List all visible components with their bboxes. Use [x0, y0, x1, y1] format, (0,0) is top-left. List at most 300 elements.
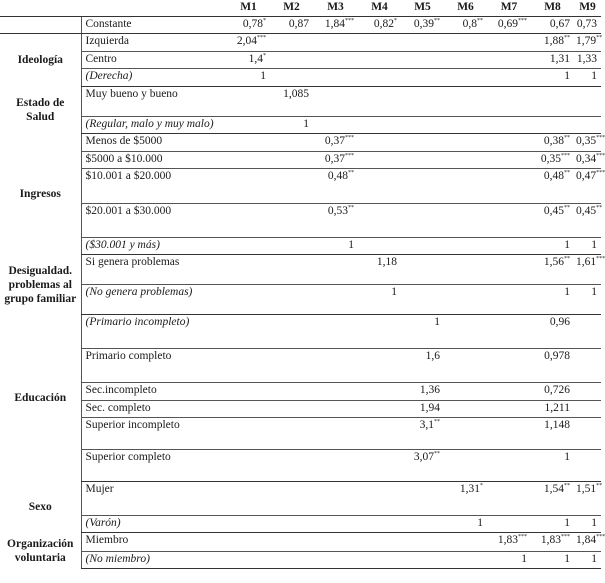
- coefficient-cell: [358, 52, 401, 69]
- coefficient-cell: 0,48**: [313, 169, 358, 204]
- coefficient-cell: 1: [574, 552, 601, 569]
- category-label: Desigualdad. problemas al grupo familiar: [4, 264, 77, 305]
- table-row: [0, 17, 601, 34]
- coefficient-cell: [487, 418, 531, 450]
- coefficient-cell: [444, 134, 487, 152]
- coefficient-cell: 1,54**: [531, 482, 574, 516]
- row-label: Muy bueno y bueno: [81, 87, 227, 117]
- column-header: M3: [313, 0, 358, 17]
- coefficient-cell: 1: [574, 69, 601, 87]
- coefficient-cell: [313, 52, 358, 69]
- row-label: $20.001 a $30.000: [81, 204, 227, 238]
- coefficient-cell: 1: [313, 238, 358, 255]
- coefficient-cell: [358, 34, 401, 52]
- significance-stars: **: [564, 256, 570, 262]
- row-label: $10.001 a $20.000: [81, 169, 227, 204]
- coefficient-cell: [313, 482, 358, 516]
- coefficient-cell: [270, 204, 313, 238]
- coefficient-cell: [487, 117, 531, 134]
- coefficient-cell: 0,45**: [574, 204, 601, 238]
- coefficient-cell: [313, 383, 358, 401]
- table-row: [0, 255, 601, 285]
- table-row: [0, 285, 601, 315]
- row-label: Izquierda: [81, 34, 227, 52]
- table-row: [0, 117, 601, 134]
- significance-stars: ***: [596, 534, 605, 540]
- coefficient-cell: [358, 450, 401, 482]
- coefficient-cell: 0,45**: [531, 204, 574, 238]
- coefficient-cell: [401, 533, 444, 552]
- coefficient-cell: 0,8**: [444, 17, 487, 34]
- table-row: [0, 482, 601, 516]
- coefficient-cell: [313, 552, 358, 569]
- coefficient-cell: 1,83***: [487, 533, 531, 552]
- coefficient-cell: 0,726: [531, 383, 574, 401]
- coefficient-cell: 1: [531, 238, 574, 255]
- row-label: ($30.001 y más): [81, 238, 227, 255]
- coefficient-cell: [270, 533, 313, 552]
- coefficient-cell: 1,51**: [574, 482, 601, 516]
- coefficient-cell: [444, 87, 487, 117]
- coefficient-cell: [444, 383, 487, 401]
- table-row: [0, 69, 601, 87]
- coefficient-cell: 1: [531, 450, 574, 482]
- coefficient-cell: [444, 238, 487, 255]
- coefficient-cell: 1: [574, 238, 601, 255]
- coefficient-cell: [444, 315, 487, 349]
- coefficient-cell: [487, 383, 531, 401]
- coefficient-cell: [358, 134, 401, 152]
- significance-stars: **: [348, 170, 354, 176]
- coefficient-cell: [227, 533, 270, 552]
- coefficient-cell: [487, 516, 531, 533]
- row-label: Si genera problemas: [81, 255, 227, 285]
- table-row: [0, 169, 601, 204]
- coefficient-cell: [401, 34, 444, 52]
- significance-stars: **: [434, 419, 440, 425]
- coefficient-cell: 1: [531, 69, 574, 87]
- coefficient-cell: [358, 552, 401, 569]
- significance-stars: *: [263, 53, 266, 59]
- significance-stars: *: [480, 483, 483, 489]
- coefficient-cell: [270, 552, 313, 569]
- coefficient-cell: [531, 117, 574, 134]
- coefficient-cell: [487, 255, 531, 285]
- significance-stars: ***: [596, 256, 605, 262]
- coefficient-cell: 1,36: [401, 383, 444, 401]
- table-row: [0, 34, 601, 52]
- coefficient-cell: [444, 450, 487, 482]
- coefficient-cell: 1: [401, 315, 444, 349]
- coefficient-cell: [358, 418, 401, 450]
- coefficient-cell: 0,96: [531, 315, 574, 349]
- coefficient-cell: 0,38**: [531, 134, 574, 152]
- coefficient-cell: [401, 117, 444, 134]
- coefficient-cell: [227, 255, 270, 285]
- coefficient-cell: 1: [358, 285, 401, 315]
- coefficient-cell: [358, 169, 401, 204]
- column-header: M5: [401, 0, 444, 17]
- coefficient-cell: 1,31*: [444, 482, 487, 516]
- coefficient-cell: [401, 52, 444, 69]
- coefficient-cell: [401, 152, 444, 169]
- table-row: [0, 87, 601, 117]
- significance-stars: ***: [561, 534, 570, 540]
- row-label: (Regular, malo y muy malo): [81, 117, 227, 134]
- significance-stars: **: [434, 451, 440, 457]
- significance-stars: *: [394, 18, 397, 24]
- coefficient-cell: [270, 238, 313, 255]
- coefficient-cell: 0,39**: [401, 17, 444, 34]
- significance-stars: ***: [596, 135, 605, 141]
- significance-stars: **: [596, 205, 603, 211]
- coefficient-cell: [313, 315, 358, 349]
- column-header: M2: [270, 0, 313, 17]
- row-label: (Derecha): [81, 69, 227, 87]
- coefficient-cell: [444, 552, 487, 569]
- coefficient-cell: 1,79**: [574, 34, 601, 52]
- column-header: M4: [358, 0, 401, 17]
- row-label: Primario completo: [81, 349, 227, 383]
- coefficient-cell: [358, 152, 401, 169]
- coefficient-cell: 1,4*: [227, 52, 270, 69]
- coefficient-cell: [270, 450, 313, 482]
- column-header: M6: [444, 0, 487, 17]
- coefficient-cell: [270, 315, 313, 349]
- coefficient-cell: [313, 401, 358, 418]
- significance-stars: ***: [345, 153, 354, 159]
- coefficient-cell: [487, 285, 531, 315]
- coefficient-cell: [487, 450, 531, 482]
- coefficient-cell: [227, 204, 270, 238]
- coefficient-cell: 1,18: [358, 255, 401, 285]
- coefficient-cell: [444, 533, 487, 552]
- category-label: Ingresos: [19, 188, 61, 200]
- coefficient-cell: [313, 285, 358, 315]
- coefficient-cell: [401, 482, 444, 516]
- coefficient-cell: [358, 69, 401, 87]
- coefficient-cell: 1,84***: [574, 533, 601, 552]
- coefficient-cell: [444, 401, 487, 418]
- table-row: [0, 450, 601, 482]
- significance-stars: **: [596, 483, 603, 489]
- coefficient-cell: [444, 52, 487, 69]
- coefficient-cell: [487, 52, 531, 69]
- significance-stars: **: [564, 483, 570, 489]
- coefficient-cell: 1,94: [401, 401, 444, 418]
- column-header: M8: [531, 0, 574, 17]
- coefficient-cell: [487, 34, 531, 52]
- coefficient-cell: [313, 349, 358, 383]
- coefficient-cell: [227, 516, 270, 533]
- coefficient-cell: 1: [227, 69, 270, 87]
- coefficient-cell: [313, 117, 358, 134]
- significance-stars: **: [477, 18, 483, 24]
- coefficient-cell: [227, 482, 270, 516]
- coefficient-cell: [227, 401, 270, 418]
- table-row: [0, 52, 601, 69]
- coefficient-cell: [270, 401, 313, 418]
- coefficient-cell: [227, 152, 270, 169]
- significance-stars: **: [596, 35, 603, 41]
- coefficient-cell: [401, 552, 444, 569]
- row-label: Menos de $5000: [81, 134, 227, 152]
- coefficient-cell: [487, 204, 531, 238]
- coefficient-cell: 1,61***: [574, 255, 601, 285]
- coefficient-cell: [401, 69, 444, 87]
- coefficient-cell: [227, 450, 270, 482]
- coefficient-cell: [313, 516, 358, 533]
- coefficient-cell: 1: [487, 552, 531, 569]
- significance-stars: ***: [257, 35, 266, 41]
- coefficient-cell: [444, 117, 487, 134]
- coefficient-cell: [574, 315, 601, 349]
- coefficient-cell: [487, 134, 531, 152]
- coefficient-cell: [270, 134, 313, 152]
- coefficient-cell: [313, 418, 358, 450]
- coefficient-cell: [313, 255, 358, 285]
- coefficient-cell: 1: [444, 516, 487, 533]
- coefficient-cell: [358, 482, 401, 516]
- coefficient-cell: [444, 204, 487, 238]
- coefficient-cell: [574, 349, 601, 383]
- coefficient-cell: 0,47***: [574, 169, 601, 204]
- coefficient-cell: 0,69***: [487, 17, 531, 34]
- significance-stars: ***: [345, 18, 354, 24]
- row-label: (No miembro): [81, 552, 227, 569]
- coefficient-cell: [358, 87, 401, 117]
- header-blank: [81, 0, 227, 17]
- coefficient-cell: 1,31: [531, 52, 574, 69]
- coefficient-cell: 0,82*: [358, 17, 401, 34]
- coefficient-cell: [444, 69, 487, 87]
- coefficient-cell: [574, 383, 601, 401]
- coefficient-cell: 1,085: [270, 87, 313, 117]
- coefficient-cell: [227, 552, 270, 569]
- coefficient-cell: [487, 349, 531, 383]
- row-label: Centro: [81, 52, 227, 69]
- coefficient-cell: [444, 418, 487, 450]
- coefficient-cell: [487, 315, 531, 349]
- coefficient-cell: 1,211: [531, 401, 574, 418]
- coefficient-cell: 1,148: [531, 418, 574, 450]
- column-header: M9: [574, 0, 601, 17]
- coefficient-cell: [401, 169, 444, 204]
- coefficient-cell: [313, 450, 358, 482]
- coefficient-cell: [574, 117, 601, 134]
- row-label: $5000 a $10.000: [81, 152, 227, 169]
- row-label: (Varón): [81, 516, 227, 533]
- coefficient-cell: [227, 134, 270, 152]
- coefficient-cell: [401, 255, 444, 285]
- column-header: M7: [487, 0, 531, 17]
- coefficient-cell: 1: [270, 117, 313, 134]
- table-row: [0, 383, 601, 401]
- coefficient-cell: [270, 52, 313, 69]
- row-label: Sec. completo: [81, 401, 227, 418]
- coefficient-cell: [444, 285, 487, 315]
- coefficient-cell: 1: [531, 285, 574, 315]
- category-label: Educación: [14, 392, 67, 404]
- significance-stars: ***: [596, 153, 605, 159]
- coefficient-cell: [358, 117, 401, 134]
- coefficient-cell: [270, 169, 313, 204]
- coefficient-cell: [401, 238, 444, 255]
- coefficient-cell: 0,87: [270, 17, 313, 34]
- coefficient-cell: [574, 418, 601, 450]
- row-label: Superior completo: [81, 450, 227, 482]
- coefficient-cell: [487, 401, 531, 418]
- table-row: [0, 552, 601, 569]
- coefficient-cell: [270, 34, 313, 52]
- table-row: [0, 516, 601, 533]
- significance-stars: ***: [561, 153, 570, 159]
- coefficient-cell: 0,978: [531, 349, 574, 383]
- coefficient-cell: [401, 285, 444, 315]
- table-row: [0, 401, 601, 418]
- table-row: [0, 204, 601, 238]
- header-blank: [0, 0, 81, 17]
- coefficient-cell: 0,37***: [313, 152, 358, 169]
- row-label: Superior incompleto: [81, 418, 227, 450]
- coefficient-cell: 1,84***: [313, 17, 358, 34]
- coefficient-cell: [227, 117, 270, 134]
- coefficient-cell: 0,53**: [313, 204, 358, 238]
- category-label: Organización voluntaria: [7, 537, 74, 564]
- coefficient-cell: [227, 349, 270, 383]
- coefficient-cell: [313, 69, 358, 87]
- coefficient-cell: [401, 516, 444, 533]
- coefficient-cell: [313, 87, 358, 117]
- coefficient-cell: 2,04***: [227, 34, 270, 52]
- significance-stars: ***: [596, 170, 605, 176]
- table-row: [0, 134, 601, 152]
- coefficient-cell: 1,83***: [531, 533, 574, 552]
- coefficient-cell: [270, 418, 313, 450]
- coefficient-cell: [358, 204, 401, 238]
- coefficient-cell: 3,1**: [401, 418, 444, 450]
- coefficient-cell: 0,48**: [531, 169, 574, 204]
- coefficient-cell: 3,07**: [401, 450, 444, 482]
- coefficient-cell: 0,67: [531, 17, 574, 34]
- coefficient-cell: 0,35***: [574, 134, 601, 152]
- significance-stars: **: [348, 205, 354, 211]
- coefficient-cell: [444, 152, 487, 169]
- coefficient-cell: [313, 533, 358, 552]
- coefficient-cell: 0,78*: [227, 17, 270, 34]
- significance-stars: ***: [518, 534, 527, 540]
- significance-stars: **: [564, 35, 570, 41]
- coefficient-cell: [270, 69, 313, 87]
- coefficient-cell: [444, 169, 487, 204]
- row-label: (Primario incompleto): [81, 315, 227, 349]
- significance-stars: ***: [345, 135, 354, 141]
- coefficient-cell: 0,73: [574, 17, 601, 34]
- coefficient-cell: [227, 87, 270, 117]
- coefficient-cell: [358, 533, 401, 552]
- category-label: Ideología: [17, 54, 63, 67]
- row-label: Sec.incompleto: [81, 383, 227, 401]
- coefficient-cell: [358, 401, 401, 418]
- coefficient-cell: [270, 383, 313, 401]
- row-label: Miembro: [81, 533, 227, 552]
- coefficient-cell: [487, 169, 531, 204]
- coefficient-cell: [444, 349, 487, 383]
- coefficient-cell: [487, 152, 531, 169]
- table-row: [0, 315, 601, 349]
- coefficient-cell: 0,34***: [574, 152, 601, 169]
- coefficient-cell: [270, 349, 313, 383]
- table-row: [0, 152, 601, 169]
- coefficient-cell: [444, 34, 487, 52]
- coefficient-cell: [313, 34, 358, 52]
- coefficient-cell: [401, 134, 444, 152]
- table-row: [0, 418, 601, 450]
- coefficient-cell: [487, 482, 531, 516]
- coefficient-cell: 1,33: [574, 52, 601, 69]
- coefficient-cell: [444, 255, 487, 285]
- significance-stars: ***: [518, 18, 527, 24]
- category-label: [0, 17, 81, 34]
- coefficient-cell: [358, 383, 401, 401]
- coefficient-cell: [487, 238, 531, 255]
- coefficient-cell: [227, 169, 270, 204]
- coefficient-cell: 1,88**: [531, 34, 574, 52]
- coefficient-cell: 1,6: [401, 349, 444, 383]
- coefficient-cell: [574, 450, 601, 482]
- row-label: (No genera problemas): [81, 285, 227, 315]
- significance-stars: **: [564, 135, 570, 141]
- coefficient-cell: [270, 482, 313, 516]
- coefficient-cell: 0,37***: [313, 134, 358, 152]
- coefficient-cell: [358, 315, 401, 349]
- row-label: Mujer: [81, 482, 227, 516]
- coefficient-cell: [574, 401, 601, 418]
- table-row: [0, 349, 601, 383]
- coefficient-cell: [270, 285, 313, 315]
- category-label: Sexo: [28, 501, 52, 513]
- coefficient-cell: [401, 204, 444, 238]
- category-label: Estado de Salud: [16, 97, 65, 123]
- row-label: Constante: [81, 17, 227, 34]
- column-header: M1: [227, 0, 270, 17]
- coefficient-cell: [270, 516, 313, 533]
- coefficient-cell: [487, 69, 531, 87]
- table-row: [0, 533, 601, 552]
- coefficient-cell: [227, 238, 270, 255]
- coefficient-cell: [401, 87, 444, 117]
- coefficient-cell: [270, 152, 313, 169]
- coefficient-cell: 1: [574, 516, 601, 533]
- significance-stars: **: [564, 205, 570, 211]
- coefficient-cell: [531, 87, 574, 117]
- coefficient-cell: [358, 516, 401, 533]
- table-row: [0, 238, 601, 255]
- coefficient-cell: 1: [531, 552, 574, 569]
- coefficient-cell: [227, 315, 270, 349]
- significance-stars: **: [434, 18, 440, 24]
- coefficient-cell: [574, 87, 601, 117]
- coefficient-cell: [358, 238, 401, 255]
- significance-stars: **: [564, 170, 570, 176]
- coefficient-cell: [487, 87, 531, 117]
- header-row: [0, 0, 601, 17]
- significance-stars: *: [263, 18, 266, 24]
- coefficient-cell: 1: [574, 285, 601, 315]
- coefficient-cell: [227, 383, 270, 401]
- coefficient-cell: [358, 349, 401, 383]
- coefficient-cell: [227, 418, 270, 450]
